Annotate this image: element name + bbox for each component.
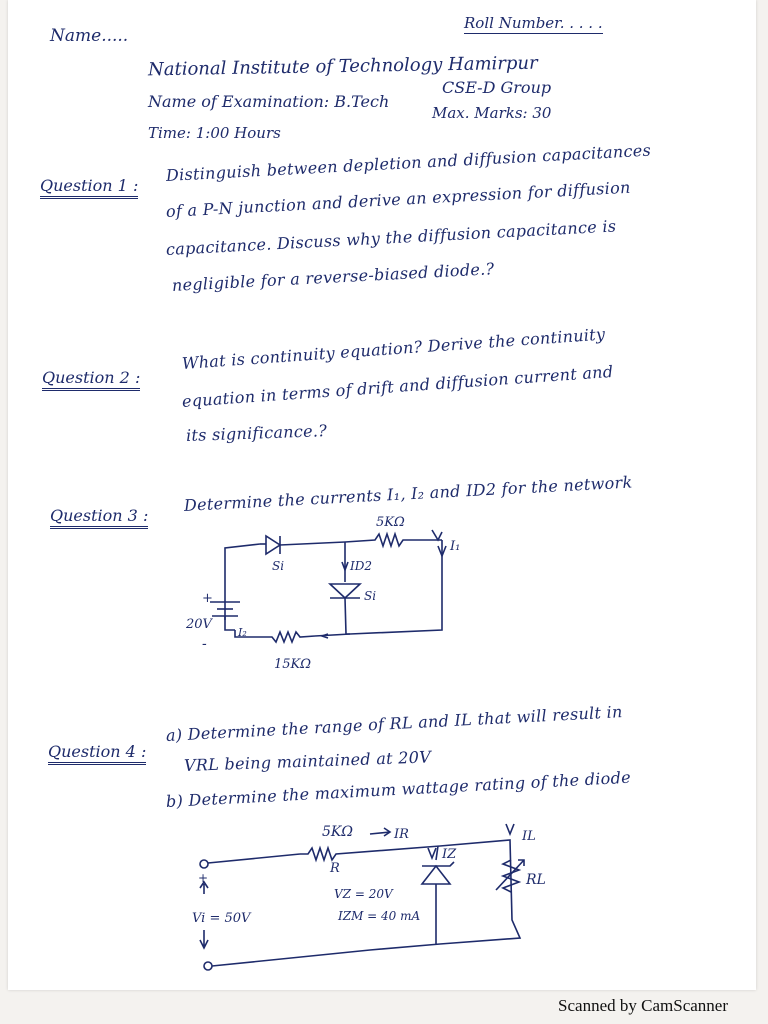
vi-plus-sign: + — [198, 871, 209, 885]
circuit-diagram-2 — [190, 810, 570, 980]
circuit-diagram-1 — [180, 510, 470, 680]
id2-label: ID2 — [350, 559, 372, 573]
question-4-label: Question 4 : — [48, 742, 146, 765]
plus-sign: + — [202, 591, 213, 606]
diode2-label: Si — [364, 589, 377, 603]
question-1-line-1: Distinguish between depletion and diffusion capacitances — [165, 140, 652, 185]
question-3-label: Question 3 : — [50, 506, 148, 529]
il-label: IL — [522, 829, 536, 844]
rl-label: RL — [526, 872, 546, 888]
iz-label: IZ — [442, 847, 457, 862]
name-label: Name..... — [50, 26, 129, 46]
vi-label: Vi = 50V — [192, 911, 251, 926]
resistor-15k — [240, 632, 315, 642]
institute-name: National Institute of Technology Hamirpur — [147, 52, 538, 81]
question-3-line-1: Determine the currents I₁, I₂ and ID2 for the network — [183, 472, 633, 515]
question-4-line-3: b) Determine the maximum wattage rating of the diode — [165, 767, 632, 811]
question-2-label: Question 2 : — [42, 368, 140, 391]
diode1-label: Si — [272, 559, 285, 573]
max-marks-label: Max. Marks: 30 — [432, 104, 552, 122]
question-2-line-3: its significance.? — [185, 421, 328, 445]
minus-sign: - — [202, 636, 207, 652]
i2-label: I₂ — [238, 626, 247, 639]
time-label: Time: 1:00 Hours — [148, 124, 281, 142]
question-2-line-1: What is continuity equation? Derive the continuity — [181, 324, 606, 373]
question-1-label: Question 1 : — [40, 176, 138, 199]
r-bottom-label: 15KΩ — [274, 657, 312, 672]
diode-2-symbol — [330, 584, 360, 598]
r-name-label: R — [330, 861, 340, 876]
question-1-line-3: capacitance. Discuss why the diffusion capacitance is — [165, 216, 617, 259]
exam-name: Name of Examination: B.Tech — [148, 92, 390, 111]
source-label: 20V — [186, 617, 212, 632]
r-value-label: 5KΩ — [322, 824, 353, 840]
zener-diode-symbol — [422, 866, 450, 884]
diode-1-symbol — [266, 536, 280, 554]
resistor-5k — [345, 534, 442, 546]
i1-label: I₁ — [450, 539, 461, 554]
question-4-line-1: a) Determine the range of RL and IL that will result in — [165, 702, 624, 745]
question-1-line-4: negligible for a reverse-biased diode.? — [171, 259, 495, 295]
question-2-line-2: equation in terms of drift and diffusion current and — [181, 361, 614, 411]
izm-label: IZM = 40 mA — [338, 909, 421, 923]
group-label: CSE-D Group — [442, 78, 552, 97]
ir-label: IR — [394, 827, 409, 842]
question-4-line-2: VRL being maintained at 20V — [183, 747, 432, 775]
input-terminal-top — [200, 860, 208, 868]
input-terminal-bottom — [204, 962, 212, 970]
question-1-line-2: of a P-N junction and derive an expression for diffusion — [165, 177, 632, 221]
scanner-watermark: Scanned by CamScanner — [558, 996, 728, 1015]
r-top-label: 5KΩ — [376, 515, 405, 530]
vz-label: VZ = 20V — [334, 887, 393, 901]
roll-number-label: Roll Number. . . . . — [464, 14, 603, 32]
resistor-r — [300, 846, 440, 860]
